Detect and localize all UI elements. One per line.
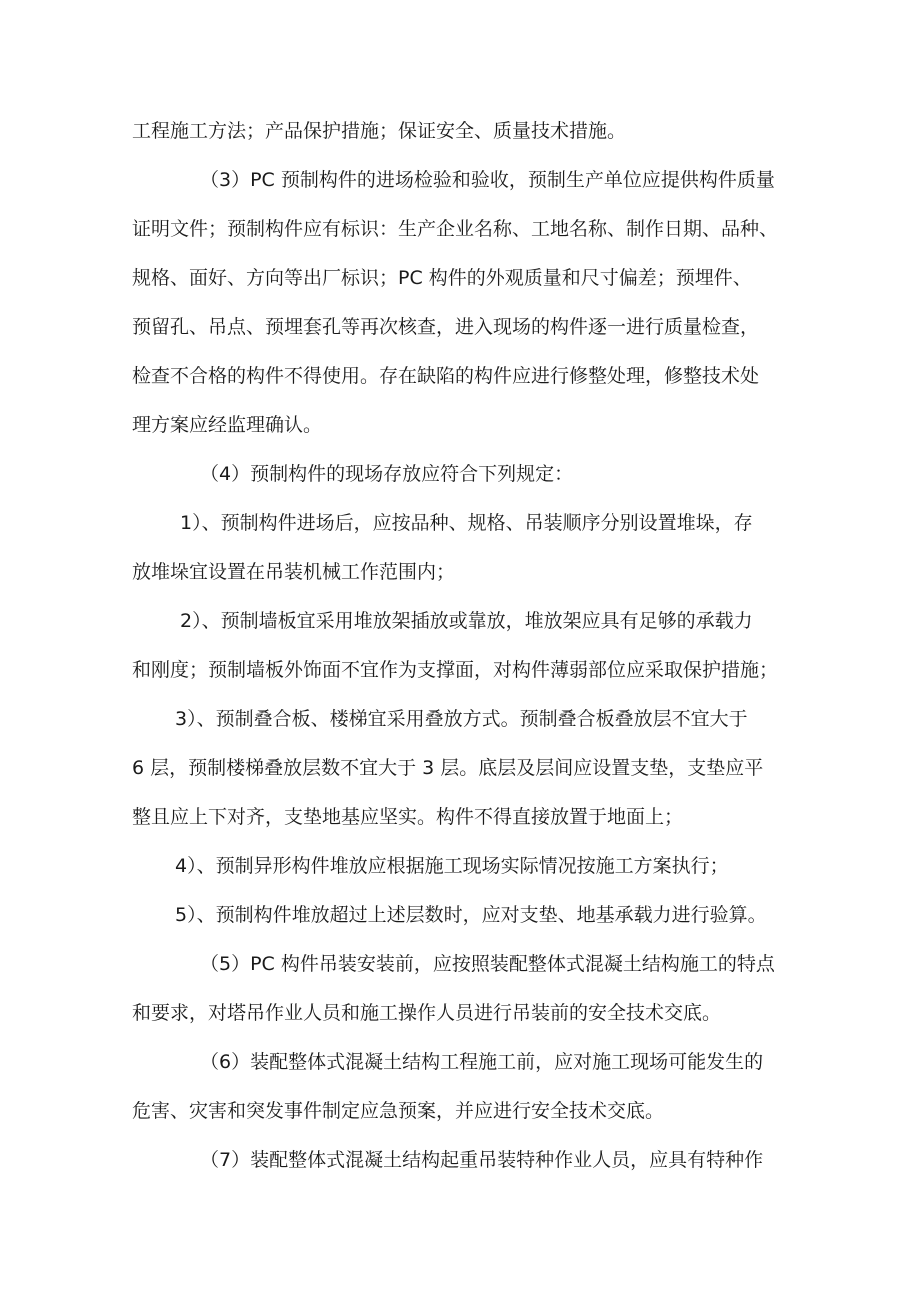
text-line-content: 3）、预制叠合板、楼梯宜采用叠放方式。预制叠合板叠放层不宜大于 bbox=[175, 708, 748, 730]
text-line-content: 和要求，对塔吊作业人员和施工操作人员进行吊装前的安全技术交底。 bbox=[132, 1002, 722, 1024]
paragraph-3-heading bbox=[0, 160, 920, 200]
text-line-content: 理方案应经监理确认。 bbox=[132, 414, 323, 436]
text-line bbox=[0, 748, 920, 788]
text-line-content: 工程施工方法；产品保护措施；保证安全、质量技术措施。 bbox=[132, 120, 627, 142]
list-item-4 bbox=[0, 846, 920, 886]
text-line-content: 整且应上下对齐，支垫地基应坚实。构件不得直接放置于地面上； bbox=[132, 806, 684, 828]
text-line bbox=[0, 307, 920, 347]
text-line bbox=[0, 797, 920, 837]
text-line-content: 6 层，预制楼梯叠放层数不宜大于 3 层。底层及层间应设置支垫，支垫应平 bbox=[132, 757, 764, 779]
text-line-content: 1）、预制构件进场后，应按品种、规格、吊装顺序分别设置堆垛，存 bbox=[180, 512, 753, 534]
text-line bbox=[0, 258, 920, 298]
paragraph-4-heading bbox=[0, 454, 920, 494]
list-item-1 bbox=[0, 503, 920, 543]
text-line bbox=[0, 356, 920, 396]
paragraph-6-heading bbox=[0, 1042, 920, 1082]
text-line-content: 预留孔、吊点、预埋套孔等再次核查，进入现场的构件逐一进行质量检查， bbox=[132, 316, 760, 338]
list-item-5 bbox=[0, 895, 920, 935]
text-line-content: （5）PC 构件吊装安装前，应按照装配整体式混凝土结构施工的特点 bbox=[200, 953, 775, 975]
text-line-content: （3）PC 预制构件的进场检验和验收，预制生产单位应提供构件质量 bbox=[200, 169, 775, 191]
text-line-content: 检查不合格的构件不得使用。存在缺陷的构件应进行修整处理，修整技术处 bbox=[132, 365, 760, 387]
text-line bbox=[0, 552, 920, 592]
text-line bbox=[0, 209, 920, 249]
paragraph-7-heading bbox=[0, 1140, 920, 1180]
text-line-content: 放堆垛宜设置在吊装机械工作范围内； bbox=[132, 561, 456, 583]
text-line-content: 2）、预制墙板宜采用堆放架插放或靠放，堆放架应具有足够的承载力 bbox=[180, 610, 753, 632]
text-line-content: 证明文件；预制构件应有标识：生产企业名称、工地名称、制作日期、品种、 bbox=[132, 218, 779, 240]
paragraph-5-heading bbox=[0, 944, 920, 984]
text-line-content: （4）预制构件的现场存放应符合下列规定： bbox=[200, 463, 574, 485]
text-line bbox=[0, 650, 920, 690]
text-line-content: 规格、面好、方向等出厂标识；PC 构件的外观质量和尺寸偏差；预埋件、 bbox=[132, 267, 752, 289]
text-line-content: 4）、预制异形构件堆放应根据施工现场实际情况按施工方案执行； bbox=[175, 855, 729, 877]
text-line-content: （7）装配整体式混凝土结构起重吊装特种作业人员，应具有特种作 bbox=[200, 1149, 764, 1171]
list-item-2 bbox=[0, 601, 920, 641]
text-line-content: 和刚度；预制墙板外饰面不宜作为支撑面，对构件薄弱部位应采取保护措施； bbox=[132, 659, 779, 681]
text-line bbox=[0, 993, 920, 1033]
text-line bbox=[0, 111, 920, 151]
text-line-content: 危害、灾害和突发事件制定应急预案，并应进行安全技术交底。 bbox=[132, 1100, 665, 1122]
text-line bbox=[0, 1091, 920, 1131]
text-line-content: 5）、预制构件堆放超过上述层数时，应对支垫、地基承载力进行验算。 bbox=[175, 904, 767, 926]
text-line bbox=[0, 405, 920, 445]
list-item-3 bbox=[0, 699, 920, 739]
text-line-content: （6）装配整体式混凝土结构工程施工前，应对施工现场可能发生的 bbox=[200, 1051, 764, 1073]
